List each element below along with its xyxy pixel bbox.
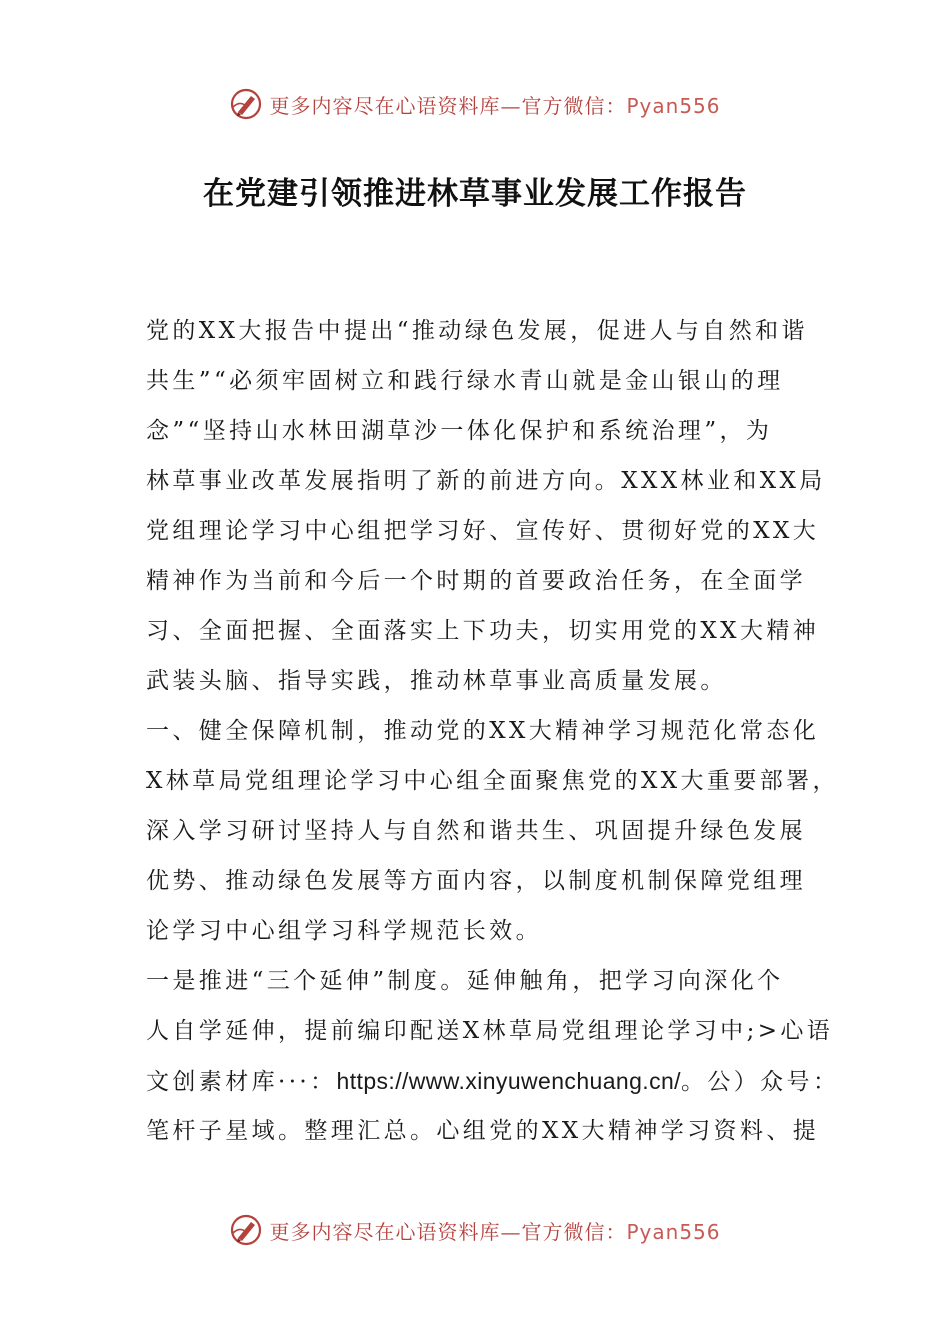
- website-link[interactable]: https://www.xinyuwenchuang.cn/: [336, 1068, 681, 1094]
- header-watermark-banner: [0, 82, 950, 126]
- body-line: 深入学习研讨坚持人与自然和谐共生、巩固提升绿色发展: [146, 818, 806, 844]
- body-line: 武装头脑、指导实践，推动林草事业高质量发展。: [146, 668, 727, 694]
- section-heading: 一、健全保障机制，推动党的XX大精神学习规范化常态化: [146, 718, 820, 744]
- url-suffix: 。公）众号：: [680, 1069, 840, 1095]
- body-line: 林草事业改革发展指明了新的前进方向。XXX林业和XX局: [146, 468, 826, 494]
- body-line: 共生”“必须牢固树立和践行绿水青山就是金山银山的理: [146, 368, 784, 394]
- body-line: 党组理论学习中心组把学习好、宣传好、贯彻好党的XX大: [146, 518, 820, 544]
- body-line: 一是推进“三个延伸”制度。延伸触角，把学习向深化个: [146, 968, 784, 994]
- url-prefix: 文创素材库···：: [146, 1069, 337, 1095]
- document-title: 在党建引领推进林草事业发展工作报告: [203, 176, 747, 212]
- body-line: 优势、推动绿色发展等方面内容，以制度机制保障党组理: [146, 868, 806, 894]
- body-line: X林草局党组理论学习中心组全面聚焦党的XX大重要部署，: [146, 768, 839, 794]
- body-line: 人自学延伸，提前编印配送X林草局党组理论学习中;>心语: [146, 1018, 834, 1044]
- body-line: 习、全面把握、全面落实上下功夫，切实用党的XX大精神: [146, 618, 820, 644]
- pen-logo-icon: [229, 87, 263, 121]
- footer-watermark-banner: [0, 1208, 950, 1252]
- watermark-text: 更多内容尽在心语资料库—官方微信：Pyan556: [269, 93, 721, 118]
- document-body: [146, 306, 840, 1156]
- wechat-id: Pyan556: [626, 93, 721, 118]
- body-line: 精神作为当前和今后一个时期的首要政治任务，在全面学: [146, 568, 806, 594]
- pen-logo-icon: [229, 1213, 263, 1247]
- wechat-id: Pyan556: [626, 1219, 721, 1244]
- body-line: 党的XX大报告中提出“推动绿色发展，促进人与自然和谐: [146, 318, 808, 344]
- body-line: 论学习中心组学习科学规范长效。: [146, 918, 542, 944]
- watermark-text: 更多内容尽在心语资料库—官方微信：Pyan556: [269, 1219, 721, 1244]
- body-line: 笔杆子星域。整理汇总。心组党的XX大精神学习资料、提: [146, 1118, 820, 1144]
- body-line-with-url: [146, 1056, 840, 1106]
- body-line: 念”“坚持山水林田湖草沙一体化保护和系统治理”，为: [146, 418, 773, 444]
